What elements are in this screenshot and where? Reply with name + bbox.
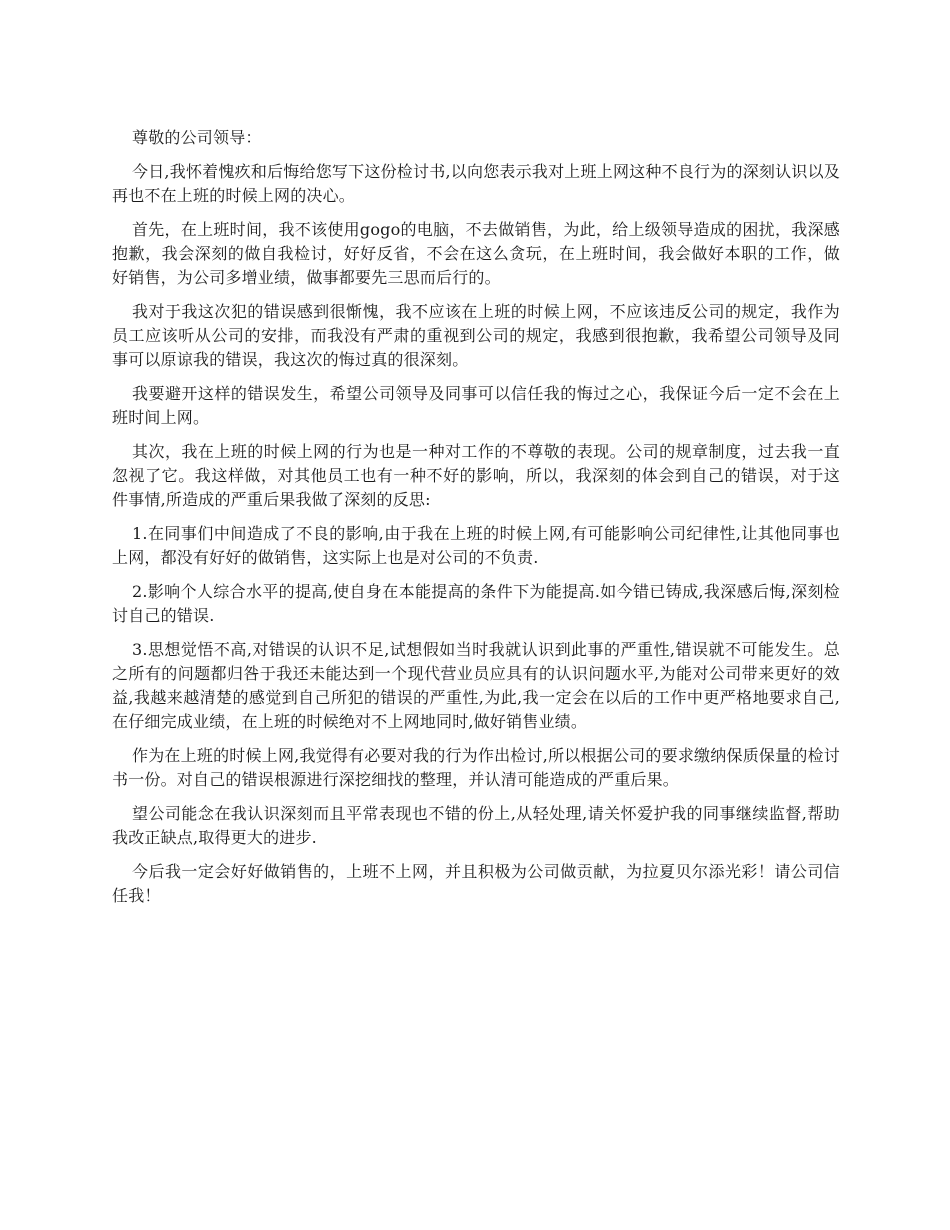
paragraph-request: 望公司能念在我认识深刻而且平常表现也不错的份上,从轻处理,请关怀爱护我的同事继续监督,帮助我改正缺点,取得更大的进步. bbox=[112, 804, 840, 847]
salutation: 尊敬的公司领导： bbox=[132, 128, 262, 147]
paragraph-point-2: 2.影响个人综合水平的提高,使自身在本能提高的条件下为能提高.如今错已铸成,我深感后悔,深刻检讨自己的错误. bbox=[112, 582, 840, 625]
paragraph-point-1: 1.在同事们中间造成了不良的影响,由于我在上班的时候上网,有可能影响公司纪律性,让其他同事也上网，都没有好好的做销售，这实际上也是对公司的不负责. bbox=[112, 524, 840, 567]
paragraph-closing: 今后我一定会好好做销售的，上班不上网，并且积极为公司做贡献，为拉夏贝尔添光彩！请公司信任我！ bbox=[112, 862, 840, 905]
paragraph-promise: 我要避开这样的错误发生，希望公司领导及同事可以信任我的悔过之心，我保证今后一定不会在上班时间上网。 bbox=[112, 384, 840, 427]
paragraph-remorse: 我对于我这次犯的错误感到很惭愧，我不应该在上班的时候上网，不应该违反公司的规定，我作为员工应该听从公司的安排，而我没有严肃的重视到公司的规定，我感到很抱歉，我希望公司领导及同事可以原谅我的错误，我这次的悔过真的很深刻。 bbox=[112, 302, 840, 369]
paragraph-first: 首先，在上班时间，我不该使用gogo的电脑，不去做销售，为此，给上级领导造成的困扰，我深感抱歉，我会深刻的做自我检讨，好好反省，不会在这么贪玩，在上班时间，我会做好本职的工作，做好销售，为公司多增业绩，做事都要先三思而后行的。 bbox=[112, 220, 840, 287]
paragraph-point-3: 3.思想觉悟不高,对错误的认识不足,试想假如当时我就认识到此事的严重性,错误就不可能发生。总之所有的问题都归咎于我还未能达到一个现代营业员应具有的认识问题水平,为能对公司带来更好的效益,我越来越清楚的感觉到自己所犯的错误的严重性,为此,我一定会在以后的工作中更严格地要求自己,在仔细完成业绩，在上班的时候绝对不上网地同时,做好销售业绩。 bbox=[112, 640, 840, 731]
paragraph-intro: 今日,我怀着愧疚和后悔给您写下这份检讨书,以向您表示我对上班上网这种不良行为的深刻认识以及再也不在上班的时候上网的决心。 bbox=[112, 162, 840, 205]
paragraph-reflection: 作为在上班的时候上网,我觉得有必要对我的行为作出检讨,所以根据公司的要求缴纳保质保量的检讨书一份。对自己的错误根源进行深挖细找的整理，并认清可能造成的严重后果。 bbox=[112, 746, 840, 789]
paragraph-second: 其次，我在上班的时候上网的行为也是一种对工作的不尊敬的表现。公司的规章制度，过去我一直忽视了它。我这样做，对其他员工也有一种不好的影响，所以，我深刻的体会到自己的错误，对于这件事情,所造成的严重后果我做了深刻的反思: bbox=[112, 442, 840, 509]
